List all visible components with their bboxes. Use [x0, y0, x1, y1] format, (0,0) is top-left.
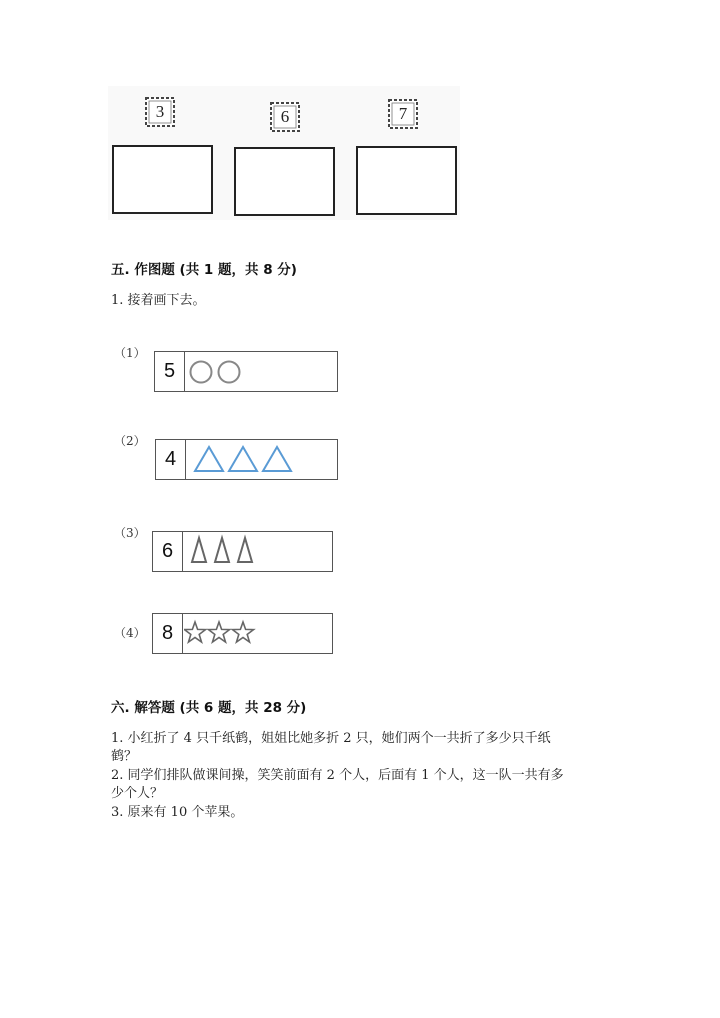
number-tag-7: [385, 96, 421, 132]
part-label-1: （1）: [114, 346, 146, 360]
circle-shape-icon: [219, 362, 240, 383]
circles-pattern: [186, 352, 336, 391]
strip-number: 8: [153, 614, 183, 653]
tall-triangle-shape-icon: [215, 538, 229, 562]
section-6-title: 六. 解答题 (共 6 题，共 28 分): [111, 700, 307, 716]
section-5-title: 五. 作图题 (共 1 题，共 8 分): [111, 262, 297, 278]
star-shape-icon: [209, 622, 230, 642]
star-shape-icon: [233, 622, 254, 642]
section-5-question: 1. 接着画下去。: [111, 293, 206, 308]
part-label-4: （4）: [114, 626, 146, 640]
drawing-strip-4[interactable]: [152, 613, 333, 654]
triangle-shape-icon: [263, 447, 291, 471]
star-shape-icon: [185, 622, 206, 642]
tag-number: 6: [280, 107, 290, 126]
tag-number: 3: [155, 102, 165, 121]
strip-number: 6: [153, 532, 183, 571]
question-2-line-2: 少个人？: [111, 786, 164, 801]
answer-box-2[interactable]: [234, 147, 335, 216]
number-tag-3: [142, 94, 178, 130]
triangle-shape-icon: [195, 447, 223, 471]
stars-pattern: [184, 614, 332, 653]
circle-shape-icon: [191, 362, 212, 383]
question-2-line-1: 2. 同学们排队做课间操，笑笑前面有 2 个人，后面有 1 个人，这一队一共有多: [111, 768, 564, 783]
number-tag-6: [267, 99, 303, 135]
tall-triangle-shape-icon: [238, 538, 252, 562]
drawing-strip-1[interactable]: [154, 351, 338, 392]
part-label-3: （3）: [114, 526, 146, 540]
tag-number: 7: [398, 104, 408, 123]
answer-box-1[interactable]: [112, 145, 213, 214]
triangle-shape-icon: [229, 447, 257, 471]
tall-triangle-shape-icon: [192, 538, 206, 562]
strip-number: 5: [155, 352, 185, 391]
tall-triangles-pattern: [184, 532, 332, 571]
question-1-line-1: 1. 小红折了 4 只千纸鹤，姐姐比她多折 2 只，她们两个一共折了多少只千纸: [111, 731, 551, 746]
drawing-strip-2[interactable]: [155, 439, 338, 480]
drawing-strip-3[interactable]: [152, 531, 333, 572]
question-1-line-2: 鹤？: [111, 749, 138, 764]
question-3: 3. 原来有 10 个苹果。: [111, 805, 244, 820]
answer-box-3[interactable]: [356, 146, 457, 215]
triangles-pattern: [187, 440, 337, 479]
part-label-2: （2）: [114, 434, 146, 448]
strip-number: 4: [156, 440, 186, 479]
